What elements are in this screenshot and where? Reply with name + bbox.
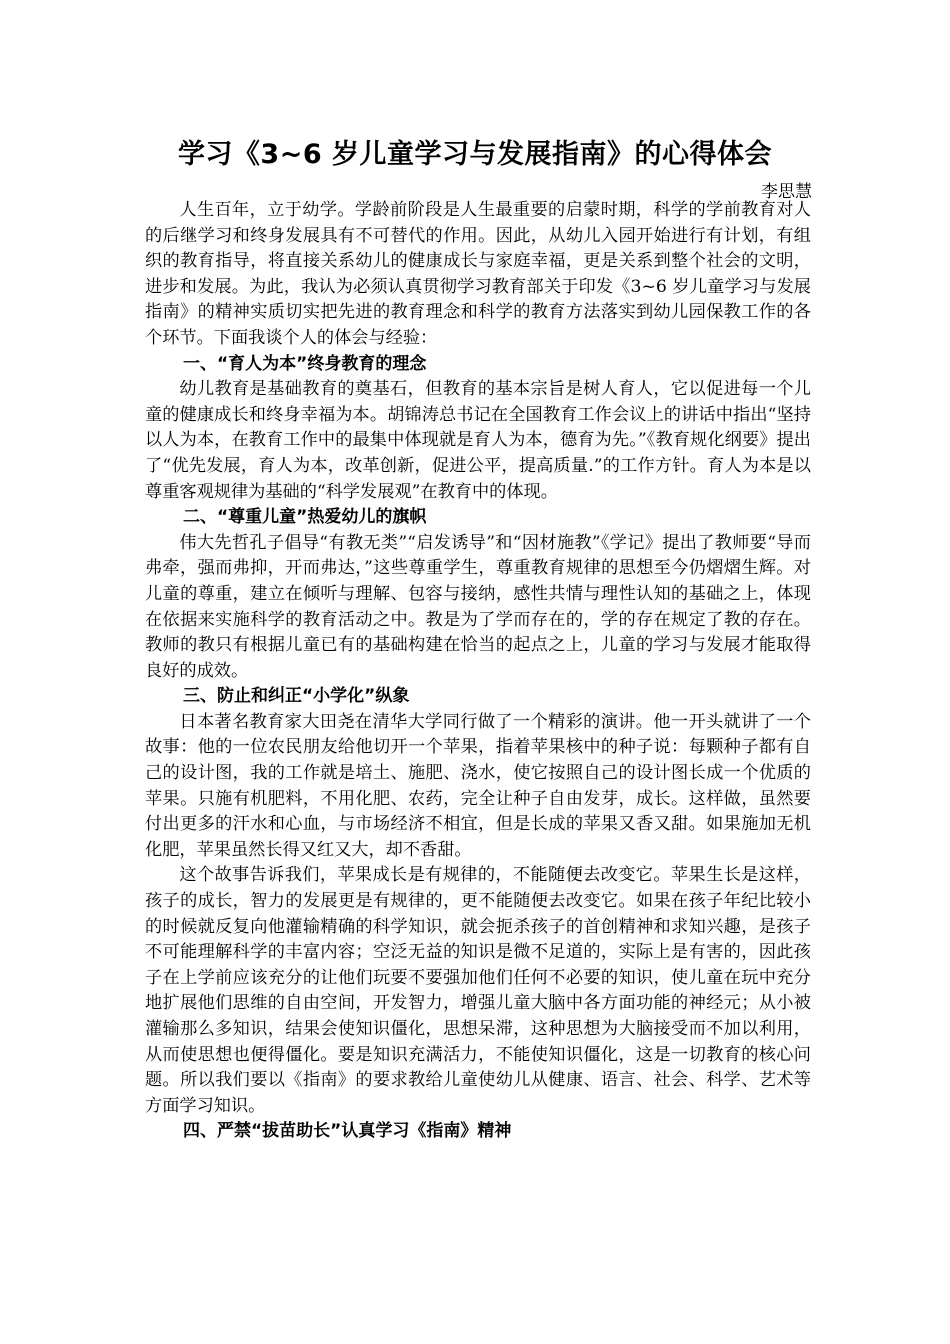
document-body (145, 198, 811, 1145)
page-title: 学习《3~6 岁儿童学习与发展指南》的心得体会 (177, 139, 773, 170)
section-heading: 二、“尊重儿童”热爱幼儿的旗帜 (183, 507, 427, 528)
section-heading: 三、防止和纠正“小学化”纵象 (183, 686, 410, 707)
author-name: 李思慧 (761, 182, 812, 202)
body-paragraph: 日本著名教育家大田尧在清华大学同行做了一个精彩的演讲。他一开头就讲了一个故事：他的一位农民朋友给他切开一个苹果，指着苹果核中的种子说：每颗种子都有自己的设计图，我的工作就是培土、施肥、浇水，使它按照自己的设计图长成一个优质的苹果。只施有机肥料，不用化肥、农药，完全让种子自由发芽，成长。这样做，虽然要付出更多的汗水和心血，与市场经济不相宜，但是长成的苹果又香又甜。如果施加无机化肥，苹果虽然长得又红又大，却不香甜。 (145, 711, 811, 860)
body-paragraph: 这个故事告诉我们，苹果成长是有规律的，不能随便去改变它。苹果生长是这样，孩子的成长，智力的发展更是有规律的，更不能随便去改变它。如果在孩子年纪比较小的时候就反复向他灌输精确的科学知识，就会扼杀孩子的首创精神和求知兴趣，是孩子不可能理解科学的丰富内容；空泛无益的知识是微不足道的，实际上是有害的，因此孩子在上学前应该充分的让他们玩要不要强加他们任何不必要的知识，使儿童在玩中充分地扩展他们思维的自由空间，开发智力，增强儿童大脑中各方面功能的神经元；从小被灌输那么多知识，结果会使知识僵化，思想呆滞，这种思想为大脑接受而不加以利用，从而使思想也便得僵化。要是知识充满活力，不能使知识僵化，这是一切教育的核心问题。所以我们要以《指南》的要求教给儿童使幼儿从健康、语言、社会、科学、艺术等方面学习知识。 (145, 865, 811, 1116)
section-heading: 一、“育人为本”终身教育的理念 (183, 353, 427, 374)
body-paragraph: 伟大先哲孔子倡导“有教无类”“启发诱导”和“因材施教”《学记》提出了教师要“导而弗牵，强而弗抑，开而弗达，”这些尊重学生，尊重教育规律的思想至今仍熠熠生辉。对儿童的尊重，建立在倾听与理解、包容与接纳，感性共情与理性认知的基础之上，体现在依据来实施科学的教育活动之中。教是为了学而存在的，学的存在规定了教的存在。教师的教只有根据儿童已有的基础构建在恰当的起点之上，儿童的学习与发展才能取得良好的成效。 (145, 532, 811, 681)
body-paragraph: 幼儿教育是基础教育的奠基石，但教育的基本宗旨是树人育人，它以促进每一个儿童的健康成长和终身幸福为本。胡锦涛总书记在全国教育工作会议上的讲话中指出“坚持以人为本，在教育工作中的最集中体现就是育人为本，德育为先。”《教育规化纲要》提出了“优先发展，育人为本，改革创新，促进公平，提高质量.”的工作方针。育人为本是以尊重客观规律为基础的“科学发展观”在教育中的体现。 (145, 379, 811, 502)
section-heading: 四、严禁“拔苗助长”认真学习《指南》精神 (183, 1121, 512, 1142)
intro-paragraph: 人生百年，立于幼学。学龄前阶段是人生最重要的启蒙时期，科学的学前教育对人的后继学习和终身发展具有不可替代的作用。因此，从幼儿入园开始进行有计划，有组织的教育指导，将直接关系幼儿的健康成长与家庭幸福，更是关系到整个社会的文明，进步和发展。为此，我认为必须认真贯彻学习教育部关于印发《3~6 岁儿童学习与发展指南》的精神实质切实把先进的教育理念和科学的教育方法落实到幼儿园保教工作的各个环节。下面我谈个人的体会与经验： (145, 200, 811, 348)
